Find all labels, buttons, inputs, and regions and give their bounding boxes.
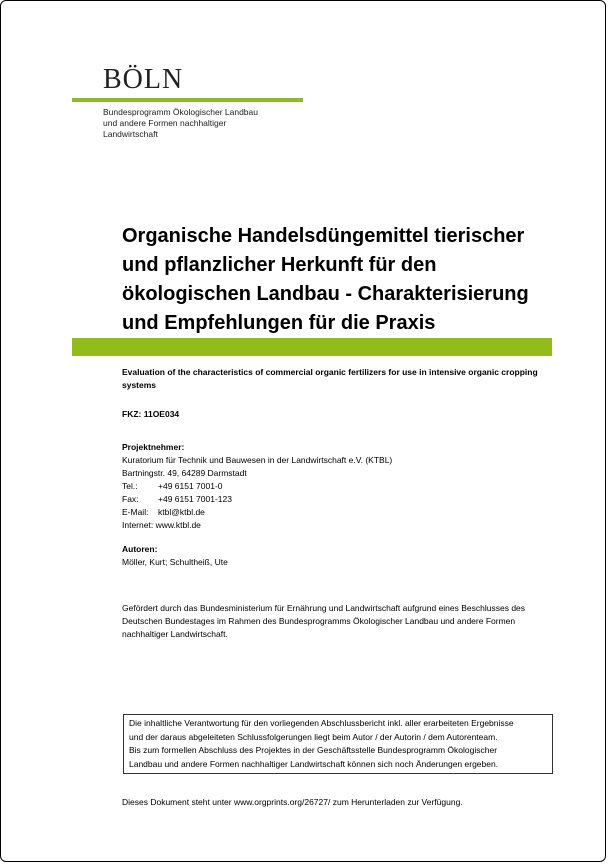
title-line: Organische Handelsdüngemittel tierischer	[122, 225, 525, 247]
disclaimer-line: und der daraus abgeleiteten Schlussfolgerungen liegt beim Autor / der Autorin / dem Autorenteam.	[129, 731, 498, 742]
email-label: E-Mail:	[122, 507, 149, 517]
document-title	[122, 222, 562, 338]
disclaimer-line: Die inhaltliche Verantwortung für den vorliegenden Abschlussbericht inkl. aller erarbeiteten Ergebnisse	[129, 718, 514, 728]
tel-label: Tel.:	[122, 481, 138, 491]
title-line: ökologischen Landbau - Charakterisierung	[122, 283, 529, 305]
contact-row-fax	[122, 493, 392, 506]
contact-row-internet	[122, 519, 392, 532]
contractor-address: Bartningstr. 49, 64289 Darmstadt	[122, 468, 247, 478]
english-title: Evaluation of the characteristics of commercial organic fertilizers for use in intensive organic cropping systems	[122, 367, 538, 390]
title-line: und pflanzlicher Herkunft für den	[122, 254, 437, 276]
internet-value[interactable]: www.ktbl.de	[155, 520, 201, 530]
logo-title: BÖLN	[103, 64, 184, 95]
contact-row-tel	[122, 480, 392, 493]
logo-underline	[72, 98, 303, 102]
fax-value: +49 6151 7001-123	[158, 494, 232, 504]
logo-subtitle-line: Bundesprogramm Ökologischer Landbau	[103, 107, 258, 117]
title-line: und Empfehlungen für die Praxis	[122, 312, 436, 334]
disclaimer-line: Bis zum formellen Abschluss des Projektes in der Geschäftsstelle Bundesprogramm Ökologischer	[129, 745, 498, 755]
contractor-name: Kuratorium für Technik und Bauwesen in der Landwirtschaft e.V. (KTBL)	[122, 455, 393, 465]
logo-subtitle-line: und andere Formen nachhaltiger	[103, 118, 227, 128]
funding-statement: Gefördert durch das Bundesministerium für Ernährung und Landwirtschaft aufgrund eines Beschlusses des Deutschen Bundestages im Rahmen des Bundesprogramms Ökologischer Landbau und andere Formen nachhaltiger Landwirtschaft.	[122, 603, 526, 639]
contact-row-email	[122, 506, 392, 519]
authors-names: Möller, Kurt; Schultheiß, Ute	[122, 557, 228, 567]
internet-label: Internet:	[122, 520, 154, 530]
download-note: Dieses Dokument steht unter www.orgprints.org/26727/ zum Herunterladen zur Verfügung.	[122, 797, 463, 807]
fax-label: Fax:	[122, 494, 139, 504]
contractor-block	[122, 441, 392, 532]
disclaimer-line: Landbau und andere Formen nachhaltiger Landwirtschaft können sich noch Änderungen ergeben.	[129, 758, 499, 769]
authors-block	[122, 543, 228, 569]
logo-subtitle	[103, 107, 303, 140]
fkz-number: FKZ: 11OE034	[122, 409, 180, 419]
tel-value: +49 6151 7001-0	[158, 481, 223, 491]
contractor-heading: Projektnehmer:	[122, 442, 185, 452]
authors-heading: Autoren:	[122, 544, 158, 554]
disclaimer-box	[123, 714, 553, 774]
logo-subtitle-line: Landwirtschaft	[103, 129, 158, 139]
email-value[interactable]: ktbl@ktbl.de	[158, 507, 205, 517]
title-divider-band	[72, 338, 552, 356]
